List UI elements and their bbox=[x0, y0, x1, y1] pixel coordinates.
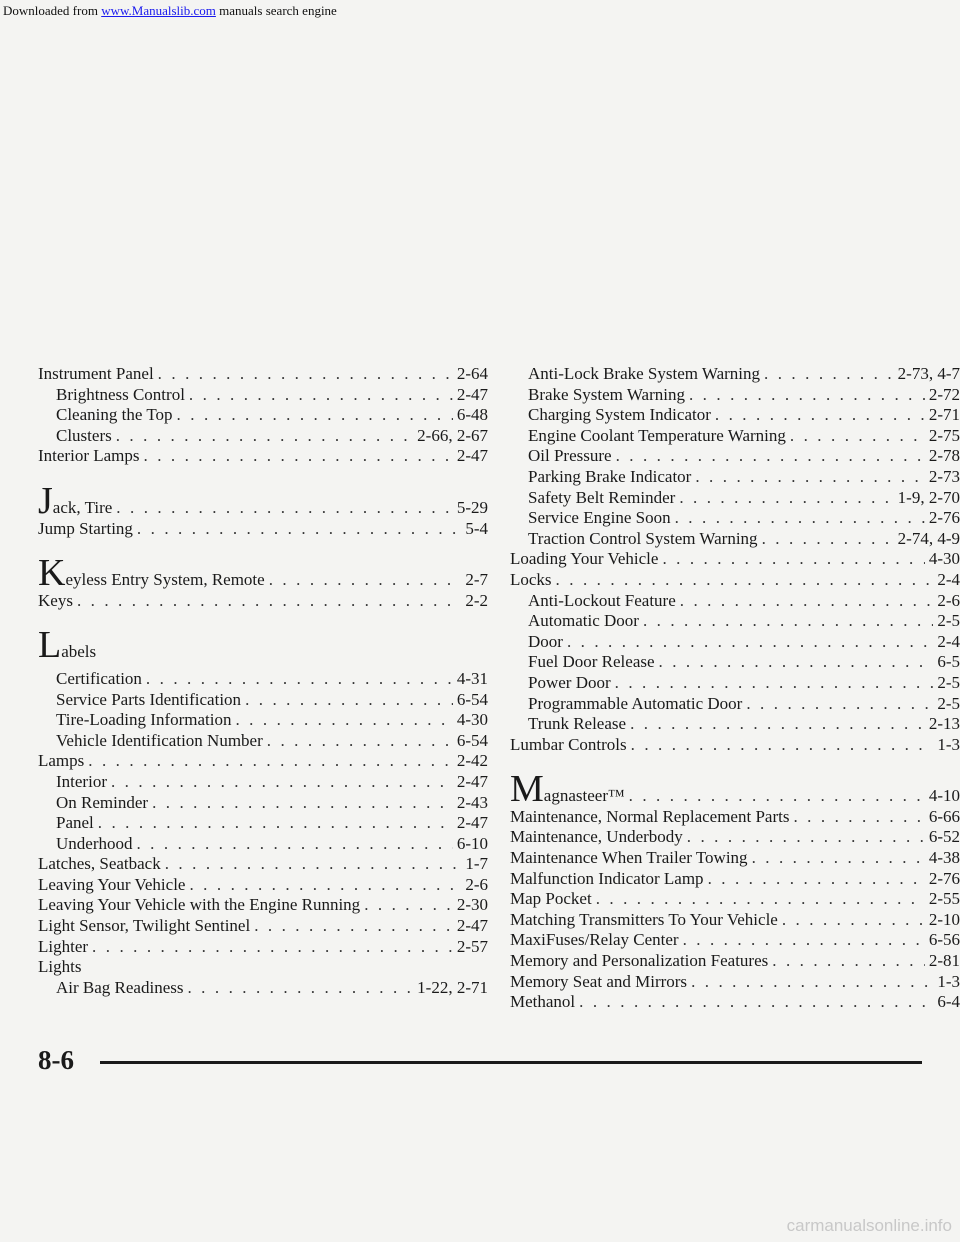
entry-page: 2-76 bbox=[928, 508, 960, 528]
leader-dots bbox=[152, 793, 453, 814]
index-entry bbox=[38, 813, 488, 834]
index-entry bbox=[38, 519, 488, 540]
entry-label: Locks bbox=[510, 569, 552, 589]
leader-dots bbox=[177, 405, 453, 426]
index-entry bbox=[38, 731, 488, 752]
entry-label: Service Engine Soon bbox=[528, 508, 671, 528]
index-entry bbox=[510, 611, 960, 632]
entry-label: agnasteer™ bbox=[543, 786, 625, 806]
leader-dots bbox=[364, 895, 453, 916]
entry-label: Engine Coolant Temperature Warning bbox=[528, 425, 786, 445]
index-entry bbox=[38, 772, 488, 793]
leader-dots bbox=[92, 937, 453, 958]
index-entry bbox=[38, 552, 488, 595]
entry-label: Cleaning the Top bbox=[56, 405, 173, 425]
entry-label: Maintenance, Normal Replacement Parts bbox=[510, 806, 790, 826]
entry-label: ack, Tire bbox=[52, 497, 113, 517]
index-entry bbox=[510, 591, 960, 612]
entry-page: 2-7 bbox=[465, 570, 488, 590]
leader-dots bbox=[615, 673, 934, 694]
section-letter-k: K bbox=[38, 552, 66, 595]
leader-dots bbox=[659, 652, 934, 673]
leader-dots bbox=[77, 591, 461, 612]
entry-label: Lumbar Controls bbox=[510, 734, 627, 754]
leader-dots bbox=[267, 731, 453, 752]
banner-prefix: Downloaded from bbox=[3, 3, 102, 18]
index-group-i bbox=[38, 364, 488, 467]
index-group-l-continued bbox=[510, 364, 960, 755]
index-entry bbox=[38, 854, 488, 875]
entry-page: 2-4 bbox=[937, 569, 960, 589]
entry-label: Anti-Lockout Feature bbox=[528, 590, 676, 610]
index-entry bbox=[38, 895, 488, 916]
heading-text: abels bbox=[61, 642, 97, 662]
entry-page: 2-47 bbox=[456, 916, 488, 936]
entry-label: Service Parts Identification bbox=[56, 689, 242, 709]
entry-page: 2-66, 2-67 bbox=[417, 425, 488, 445]
leader-dots bbox=[146, 669, 453, 690]
index-entry bbox=[510, 910, 960, 931]
index-entry bbox=[510, 848, 960, 869]
index-entry bbox=[510, 992, 960, 1013]
leader-dots bbox=[136, 834, 452, 855]
entry-page: 2-74, 4-9 bbox=[897, 528, 960, 548]
index-entry bbox=[510, 972, 960, 993]
entry-label: Vehicle Identification Number bbox=[56, 730, 263, 750]
leader-dots bbox=[116, 426, 413, 447]
entry-label: Memory and Personalization Features bbox=[510, 951, 769, 971]
index-entry bbox=[38, 751, 488, 772]
download-banner bbox=[0, 0, 960, 22]
entry-label: Anti-Lock Brake System Warning bbox=[528, 364, 761, 383]
entry-label: Certification bbox=[56, 668, 142, 688]
index-entry bbox=[510, 426, 960, 447]
leader-dots bbox=[98, 813, 453, 834]
entry-page: 2-6 bbox=[937, 590, 960, 610]
entry-label: Brake System Warning bbox=[528, 384, 685, 404]
entry-label: Lamps bbox=[38, 751, 85, 771]
leader-dots bbox=[675, 508, 925, 529]
index-entry bbox=[510, 714, 960, 735]
leader-dots bbox=[596, 889, 925, 910]
leader-dots bbox=[88, 751, 453, 772]
index-entry bbox=[510, 694, 960, 715]
section-letter-j: J bbox=[38, 479, 53, 522]
entry-label: Lighter bbox=[38, 936, 89, 956]
entry-page: 2-30 bbox=[456, 895, 488, 915]
entry-page: 1-3 bbox=[937, 734, 960, 754]
entry-label: Air Bag Readiness bbox=[56, 977, 184, 997]
leader-dots bbox=[687, 827, 925, 848]
entry-label: Map Pocket bbox=[510, 889, 592, 909]
index-entry bbox=[510, 488, 960, 509]
leader-dots bbox=[629, 786, 925, 807]
entry-page: 2-10 bbox=[928, 909, 960, 929]
index-group-l bbox=[38, 669, 488, 957]
leader-dots bbox=[579, 992, 933, 1013]
entry-page: 6-54 bbox=[456, 689, 488, 709]
index-column-right bbox=[510, 364, 960, 1013]
entry-page: 2-76 bbox=[928, 868, 960, 888]
manualslib-link[interactable]: www.Manualslib.com bbox=[101, 3, 216, 18]
index-entry bbox=[510, 768, 960, 811]
entry-label: Instrument Panel bbox=[38, 364, 154, 383]
entry-page: 2-5 bbox=[937, 611, 960, 631]
entry-page: 2-47 bbox=[456, 446, 488, 466]
index-entry bbox=[510, 673, 960, 694]
index-entry bbox=[38, 875, 488, 896]
entry-label: Malfunction Indicator Lamp bbox=[510, 868, 704, 888]
entry-label: On Reminder bbox=[56, 792, 149, 812]
entry-page: 2-75 bbox=[928, 425, 960, 445]
entry-page: 2-73, 4-7 bbox=[897, 364, 960, 383]
entry-page: 2-5 bbox=[937, 693, 960, 713]
entry-label: Keys bbox=[38, 590, 73, 610]
banner-suffix: manuals search engine bbox=[215, 3, 337, 18]
entry-page: 2-13 bbox=[928, 714, 960, 734]
entry-page: 6-56 bbox=[928, 930, 960, 950]
entry-label: Traction Control System Warning bbox=[528, 528, 758, 548]
entry-page: 6-54 bbox=[456, 730, 488, 750]
leader-dots bbox=[691, 972, 933, 993]
entry-label: Automatic Door bbox=[528, 611, 639, 631]
section-letter-m: M bbox=[510, 768, 544, 811]
entry-page: 2-42 bbox=[456, 751, 488, 771]
leader-dots bbox=[137, 519, 461, 540]
entry-page: 2-4 bbox=[937, 631, 960, 651]
index-group-m bbox=[510, 807, 960, 1013]
entry-label: Interior Lamps bbox=[38, 446, 140, 466]
leader-dots bbox=[165, 854, 462, 875]
entry-page: 5-29 bbox=[456, 497, 488, 517]
entry-label: Charging System Indicator bbox=[528, 405, 711, 425]
entry-page: 1-9, 2-70 bbox=[897, 487, 960, 507]
entry-page: 1-7 bbox=[465, 854, 488, 874]
entry-page: 2-43 bbox=[456, 792, 488, 812]
entry-label: Programmable Automatic Door bbox=[528, 693, 743, 713]
leader-dots bbox=[111, 772, 453, 793]
index-entry bbox=[510, 632, 960, 653]
entry-page: 2-72 bbox=[928, 384, 960, 404]
entry-label: Door bbox=[528, 631, 563, 651]
index-entry bbox=[38, 405, 488, 426]
leader-dots bbox=[790, 426, 925, 447]
entry-label: Methanol bbox=[510, 992, 576, 1012]
index-entry bbox=[510, 529, 960, 550]
entry-label: Power Door bbox=[528, 672, 611, 692]
index-entry bbox=[510, 951, 960, 972]
index-entry bbox=[38, 426, 488, 447]
leader-dots bbox=[752, 848, 925, 869]
index-entry bbox=[510, 869, 960, 890]
entry-page: 2-6 bbox=[465, 874, 488, 894]
entry-label: Trunk Release bbox=[528, 714, 627, 734]
leader-dots bbox=[793, 807, 924, 828]
index-entry bbox=[38, 446, 488, 467]
leader-dots bbox=[762, 529, 894, 550]
index-entry bbox=[510, 807, 960, 828]
entry-page: 6-10 bbox=[456, 833, 488, 853]
index-entry bbox=[510, 889, 960, 910]
entry-label: Panel bbox=[56, 813, 94, 833]
entry-page: 6-66 bbox=[928, 806, 960, 826]
heading-lights: Lights bbox=[38, 957, 82, 977]
entry-page: 4-30 bbox=[928, 549, 960, 569]
leader-dots bbox=[662, 549, 924, 570]
index-entry bbox=[510, 364, 960, 385]
section-heading-labels bbox=[38, 624, 488, 667]
entry-page: 1-22, 2-71 bbox=[417, 977, 488, 997]
entry-label: Maintenance, Underbody bbox=[510, 827, 683, 847]
leader-dots bbox=[715, 405, 925, 426]
entry-page: 2-47 bbox=[456, 813, 488, 833]
leader-dots bbox=[695, 467, 924, 488]
entry-page: 2-47 bbox=[456, 771, 488, 791]
leader-dots bbox=[235, 710, 452, 731]
index-column-left bbox=[38, 364, 488, 998]
leader-dots bbox=[772, 951, 925, 972]
index-entry bbox=[510, 827, 960, 848]
leader-dots bbox=[764, 364, 894, 385]
watermark: carmanualsonline.info bbox=[786, 1216, 952, 1235]
index-entry bbox=[510, 930, 960, 951]
leader-dots bbox=[680, 591, 934, 612]
entry-label: Leaving Your Vehicle with the Engine Running bbox=[38, 895, 361, 915]
entry-page: 4-30 bbox=[456, 710, 488, 730]
index-entry bbox=[38, 591, 488, 612]
index-entry bbox=[38, 364, 488, 385]
entry-page: 2-47 bbox=[456, 384, 488, 404]
entry-page: 2-73 bbox=[928, 466, 960, 486]
leader-dots bbox=[189, 875, 461, 896]
leader-dots bbox=[245, 690, 453, 711]
entry-page: 2-81 bbox=[928, 951, 960, 971]
index-entry bbox=[510, 405, 960, 426]
entry-label: Interior bbox=[56, 771, 107, 791]
leader-dots bbox=[616, 446, 925, 467]
index-entry bbox=[38, 479, 488, 522]
index-entry bbox=[38, 937, 488, 958]
entry-page: 6-52 bbox=[928, 827, 960, 847]
leader-dots bbox=[567, 632, 933, 653]
page-number: 8-6 bbox=[38, 1045, 74, 1075]
index-entry bbox=[510, 446, 960, 467]
entry-label: Maintenance When Trailer Towing bbox=[510, 848, 748, 868]
entry-page: 6-5 bbox=[937, 652, 960, 672]
entry-label: Clusters bbox=[56, 425, 112, 445]
entry-label: Oil Pressure bbox=[528, 446, 612, 466]
leader-dots bbox=[158, 364, 453, 385]
entry-label: Latches, Seatback bbox=[38, 854, 161, 874]
entry-page: 1-3 bbox=[937, 971, 960, 991]
index-entry bbox=[38, 690, 488, 711]
leader-dots bbox=[630, 714, 925, 735]
entry-page: 6-4 bbox=[937, 992, 960, 1012]
leader-dots bbox=[189, 385, 453, 406]
index-group-lights bbox=[38, 978, 488, 999]
entry-page: 2-55 bbox=[928, 889, 960, 909]
leader-dots bbox=[643, 611, 933, 632]
entry-label: Underhood bbox=[56, 833, 133, 853]
entry-page: 2-71 bbox=[928, 405, 960, 425]
footer-rule bbox=[100, 1061, 922, 1064]
entry-label: Parking Brake Indicator bbox=[528, 466, 692, 486]
leader-dots bbox=[631, 735, 934, 756]
entry-page: 4-10 bbox=[928, 786, 960, 806]
leader-dots bbox=[254, 916, 453, 937]
leader-dots bbox=[144, 446, 453, 467]
index-entry bbox=[38, 978, 488, 999]
entry-page: 2-78 bbox=[928, 446, 960, 466]
leader-dots bbox=[556, 570, 934, 591]
leader-dots bbox=[116, 498, 453, 519]
leader-dots bbox=[187, 978, 413, 999]
entry-label: Light Sensor, Twilight Sentinel bbox=[38, 916, 251, 936]
leader-dots bbox=[708, 869, 925, 890]
entry-label: Fuel Door Release bbox=[528, 652, 655, 672]
entry-page: 6-48 bbox=[456, 405, 488, 425]
entry-page: 2-64 bbox=[456, 364, 488, 383]
entry-label: Jump Starting bbox=[38, 518, 133, 538]
entry-label: Memory Seat and Mirrors bbox=[510, 971, 688, 991]
entry-label: Tire-Loading Information bbox=[56, 710, 232, 730]
leader-dots bbox=[746, 694, 933, 715]
leader-dots bbox=[269, 570, 462, 591]
index-entry bbox=[38, 710, 488, 731]
index-entry bbox=[38, 669, 488, 690]
leader-dots bbox=[782, 910, 925, 931]
index-entry bbox=[510, 508, 960, 529]
index-entry bbox=[510, 652, 960, 673]
index-entry bbox=[38, 834, 488, 855]
entry-label: Loading Your Vehicle bbox=[510, 549, 659, 569]
section-letter-l: L bbox=[38, 624, 62, 667]
entry-label: eyless Entry System, Remote bbox=[65, 570, 265, 590]
entry-page: 2-2 bbox=[465, 590, 488, 610]
entry-label: Matching Transmitters To Your Vehicle bbox=[510, 909, 778, 929]
entry-page: 2-57 bbox=[456, 936, 488, 956]
entry-label: MaxiFuses/Relay Center bbox=[510, 930, 679, 950]
entry-page: 4-38 bbox=[928, 848, 960, 868]
entry-page: 2-5 bbox=[937, 672, 960, 692]
leader-dots bbox=[679, 488, 893, 509]
leader-dots bbox=[683, 930, 925, 951]
entry-label: Leaving Your Vehicle bbox=[38, 874, 186, 894]
entry-page: 4-31 bbox=[456, 668, 488, 688]
index-entry bbox=[510, 385, 960, 406]
index-entry bbox=[510, 467, 960, 488]
entry-label: Brightness Control bbox=[56, 384, 185, 404]
index-entry bbox=[38, 916, 488, 937]
index-entry bbox=[510, 549, 960, 570]
index-entry bbox=[510, 735, 960, 756]
index-entry bbox=[38, 385, 488, 406]
entry-page: 5-4 bbox=[465, 518, 488, 538]
index-entry bbox=[38, 793, 488, 814]
entry-label: Safety Belt Reminder bbox=[528, 487, 676, 507]
leader-dots bbox=[689, 385, 925, 406]
index-entry bbox=[510, 570, 960, 591]
